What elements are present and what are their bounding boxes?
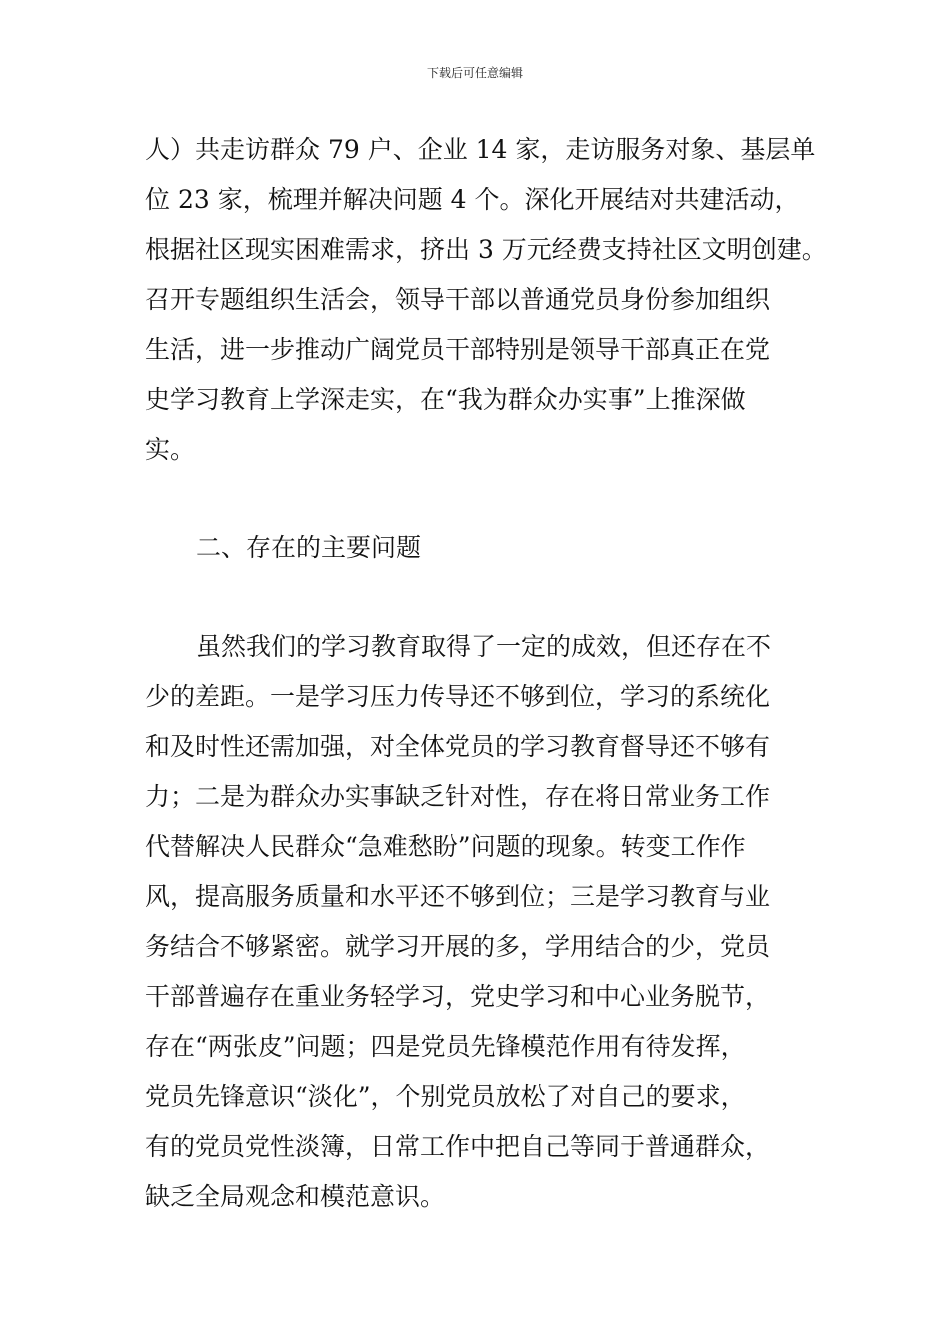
paragraph-1-line: 实。 bbox=[145, 435, 196, 464]
paragraph-1-line: 生活，进一步推动广阔党员干部特别是领导干部真正在党 bbox=[145, 335, 771, 364]
paragraph-2-line: 风，提高服务质量和水平还不够到位；三是学习教育与业 bbox=[145, 882, 771, 911]
paragraph-2-line: 和及时性还需加强，对全体党员的学习教育督导还不够有 bbox=[145, 732, 771, 761]
paragraph-1-line: 史学习教育上学深走实，在“我为群众办实事”上推深做 bbox=[145, 385, 746, 414]
paragraph-1-line: 召开专题组织生活会，领导干部以普通党员身份参加组织 bbox=[145, 285, 771, 314]
paragraph-2-line: 务结合不够紧密。就学习开展的多，学用结合的少，党员 bbox=[145, 932, 771, 961]
paragraph-2-line: 缺乏全局观念和模范意识。 bbox=[145, 1182, 446, 1211]
paragraph-2-line: 代替解决人民群众“急难愁盼”问题的现象。转变工作作 bbox=[145, 832, 746, 861]
paragraph-1-line: 根据社区现实困难需求，挤出 3 万元经费支持社区文明创建。 bbox=[145, 235, 827, 264]
paragraph-1-line: 位 23 家，梳理并解决问题 4 个。深化开展结对共建活动， bbox=[145, 185, 800, 214]
paragraph-1-line: 人）共走访群众 79 户、企业 14 家，走访服务对象、基层单 bbox=[145, 135, 816, 164]
page-header: 下载后可任意编辑 bbox=[426, 66, 523, 80]
paragraph-2-line: 有的党员党性淡簿，日常工作中把自己等同于普通群众， bbox=[145, 1132, 771, 1161]
paragraph-2-line: 党员先锋意识“淡化”，个别党员放松了对自己的要求， bbox=[145, 1082, 746, 1111]
paragraph-2-line: 干部普遍存在重业务轻学习，党史学习和中心业务脱节， bbox=[145, 982, 771, 1011]
paragraph-2-line: 少的差距。一是学习压力传导还不够到位，学习的系统化 bbox=[145, 682, 771, 711]
section-heading: 二、存在的主要问题 bbox=[196, 533, 422, 562]
paragraph-2-line: 存在“两张皮”问题；四是党员先锋模范作用有待发挥， bbox=[145, 1032, 746, 1061]
paragraph-2-line: 力；二是为群众办实事缺乏针对性，存在将日常业务工作 bbox=[145, 782, 771, 811]
paragraph-2-line: 虽然我们的学习教育取得了一定的成效，但还存在不 bbox=[196, 632, 772, 661]
